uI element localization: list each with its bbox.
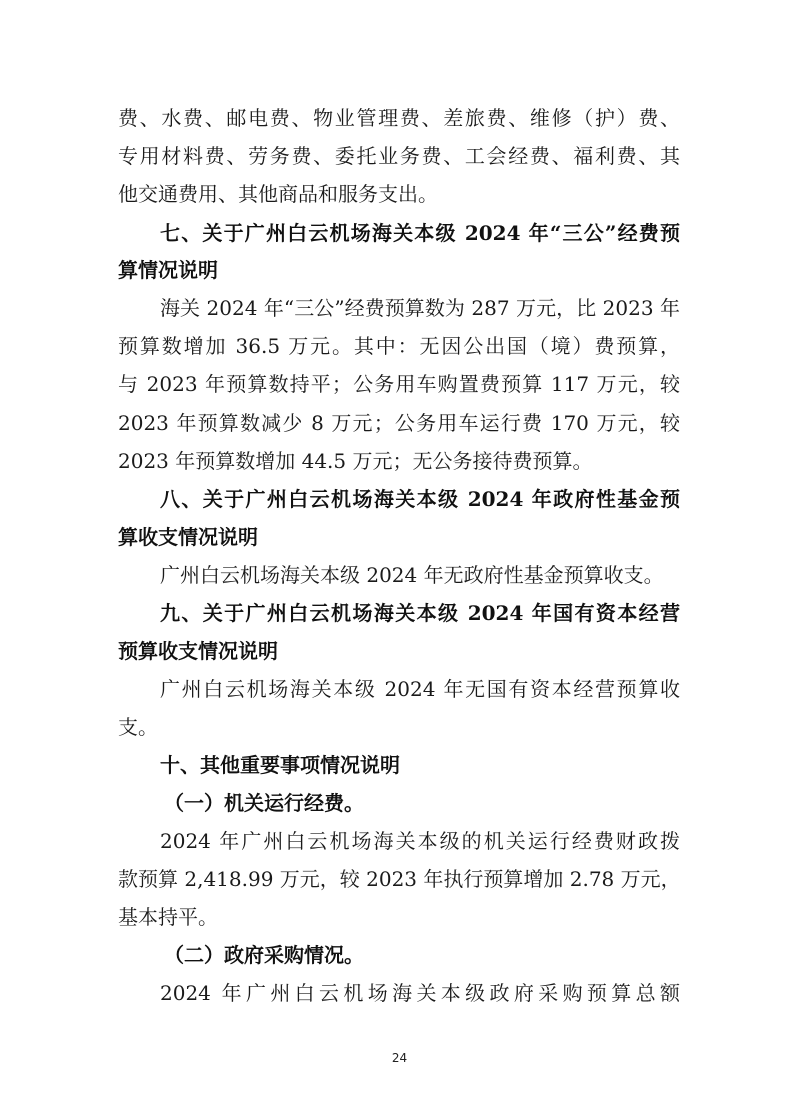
section-heading-9: 九、关于广州白云机场海关本级 2024 年国有资本经营: [160, 601, 680, 625]
body-line: 基本持平。: [118, 905, 218, 929]
body-line: 海关 2024 年“三公”经费预算数为 287 万元，比 2023 年: [160, 296, 680, 320]
body-line: 2023 年预算数增加 44.5 万元；无公务接待费预算。: [118, 449, 593, 473]
section-heading-9-cont: 预算收支情况说明: [118, 639, 278, 663]
section-heading-7: 七、关于广州白云机场海关本级 2024 年“三公”经费预: [160, 221, 680, 245]
body-line: 他交通费用、其他商品和服务支出。: [118, 182, 438, 206]
section-heading-10: 十、其他重要事项情况说明: [160, 753, 400, 777]
body-line: 广州白云机场海关本级 2024 年无国有资本经营预算收: [160, 677, 680, 701]
body-line: 2023 年预算数减少 8 万元；公务用车运行费 170 万元，较: [118, 411, 680, 435]
body-line: 广州白云机场海关本级 2024 年无政府性基金预算收支。: [160, 563, 664, 587]
body-line: 款预算 2,418.99 万元，较 2023 年执行预算增加 2.78 万元，: [118, 867, 681, 891]
section-heading-8: 八、关于广州白云机场海关本级 2024 年政府性基金预: [160, 487, 680, 511]
subheading-1: （一）机关运行经费。: [164, 791, 364, 815]
body-line: 2024 年广州白云机场海关本级政府采购预算总额: [160, 981, 680, 1005]
body-line: 专用材料费、劳务费、委托业务费、工会经费、福利费、其: [118, 144, 680, 168]
section-heading-8-cont: 算收支情况说明: [118, 525, 258, 549]
subheading-2: （二）政府采购情况。: [164, 943, 364, 967]
body-line: 预算数增加 36.5 万元。其中：无因公出国（境）费预算，: [118, 334, 680, 358]
page-number: 24: [391, 1051, 408, 1065]
body-line: 支。: [118, 715, 158, 739]
section-heading-7-cont: 算情况说明: [118, 258, 218, 282]
body-line: 费、水费、邮电费、物业管理费、差旅费、维修（护）费、: [118, 106, 680, 130]
body-line: 与 2023 年预算数持平；公务用车购置费预算 117 万元，较: [118, 372, 680, 396]
body-line: 2024 年广州白云机场海关本级的机关运行经费财政拨: [160, 829, 680, 853]
